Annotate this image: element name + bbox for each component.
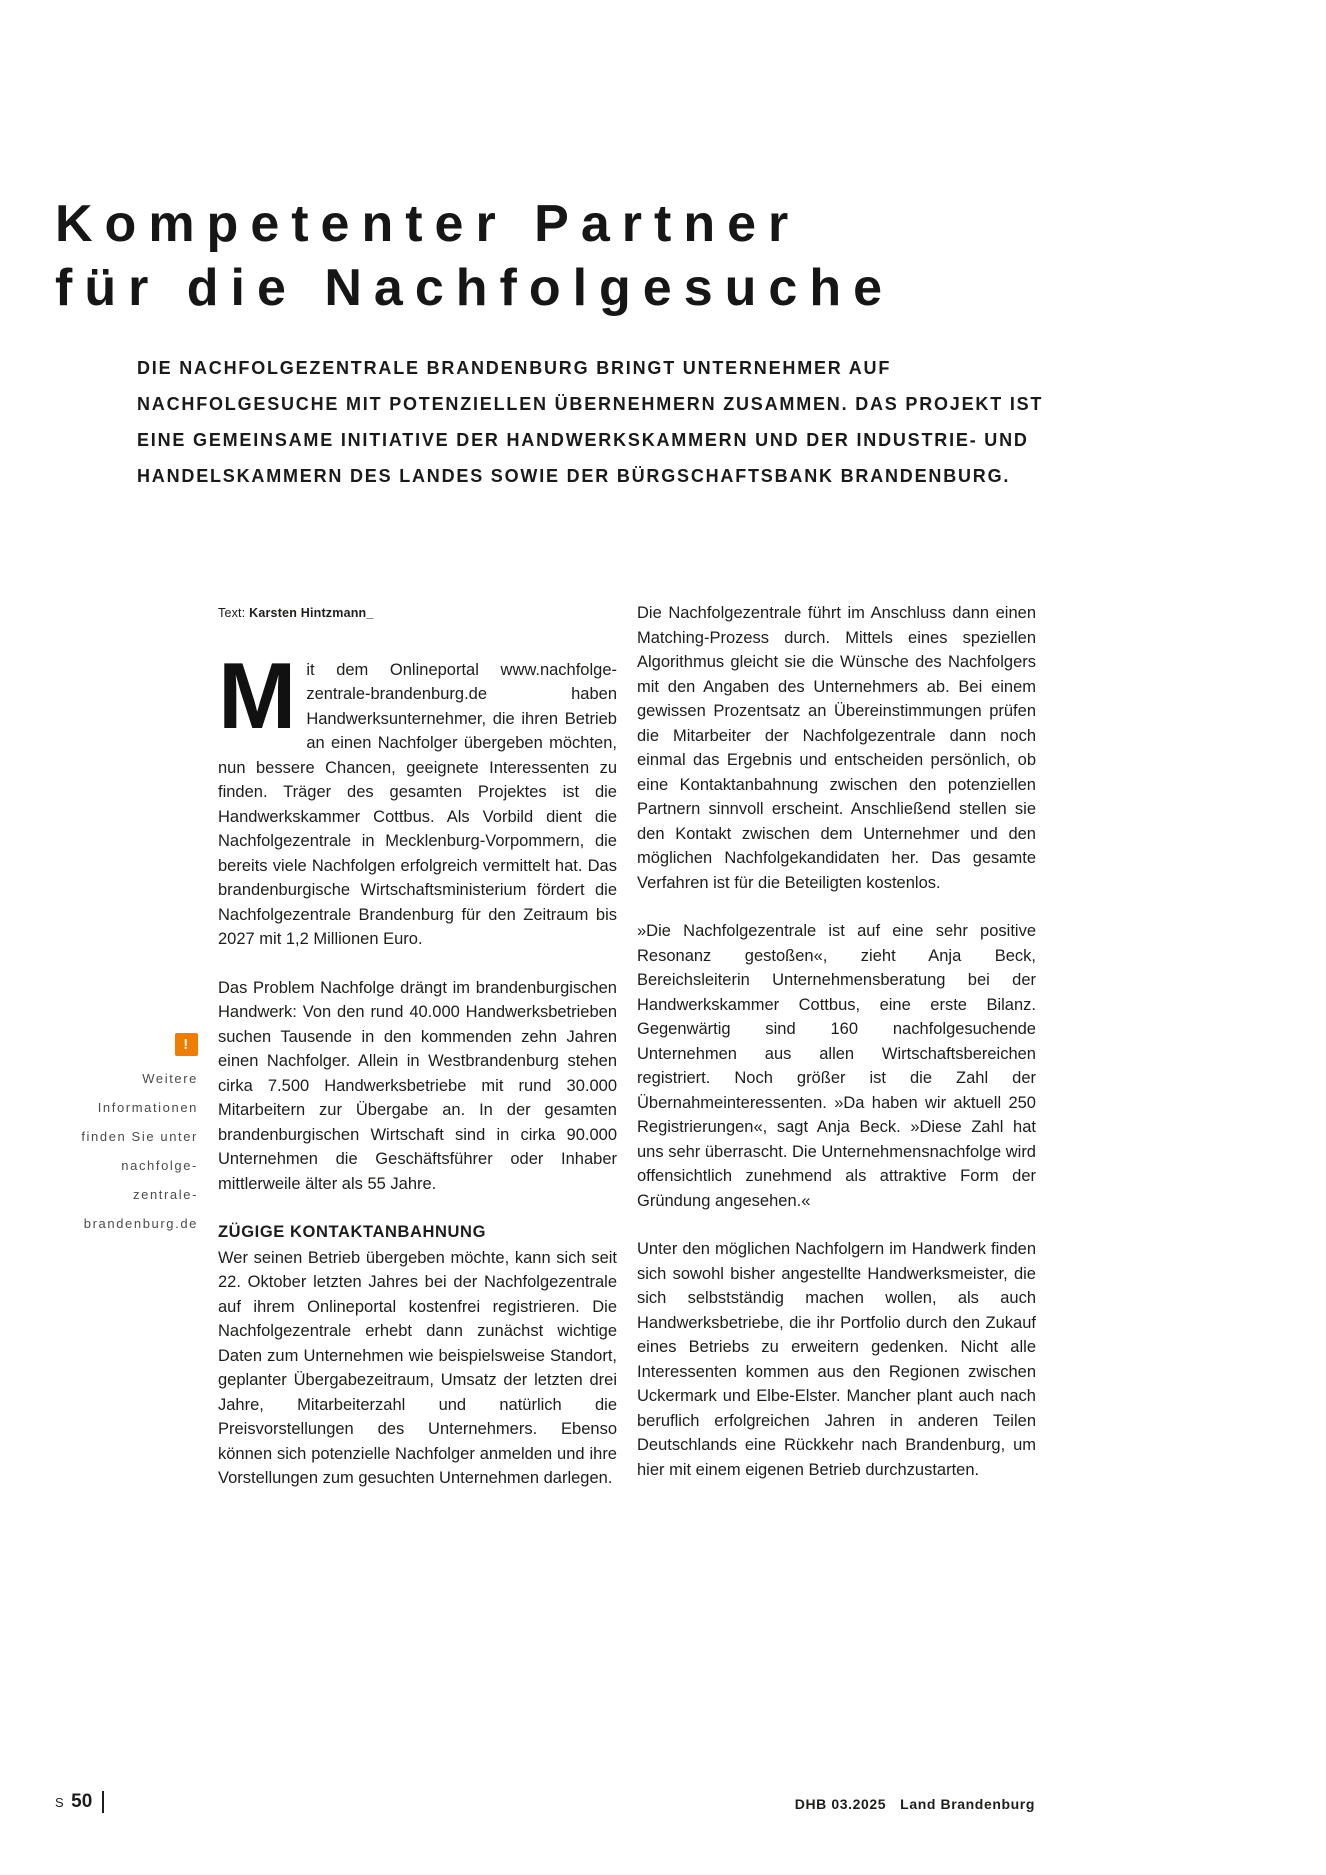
sidebar-url-line: brandenburg.de <box>83 1216 198 1231</box>
section-subhead: ZÜGIGE KONTAKTANBAHNUNG <box>218 1223 487 1241</box>
footer-publication-info <box>795 1796 1035 1812</box>
paragraph-text: it dem Onlineportal www.nachfolge-zentrale-brandenburg.de haben Handwerksunternehmer, die ihren Betrieb an einen Nachfolger übergeben möchten, nun bessere Chancen, geeignete Interessenten zu finden. Träger des gesamten Projektes ist die Handwerkskammer Cottbus. Als Vorbild dient die Nachfolgezentrale in Mecklenburg-Vorpommern, die bereits viele Nachfolgen erfolgreich vermittelt hat. Das brandenburgische Wirtschaftsministerium fördert die Nachfolgezentrale Brandenburg für den Zeitraum bis 2027 mit 1,2 Millionen Euro. <box>218 660 617 948</box>
sidebar-url-line: nachfolge- <box>121 1158 198 1173</box>
sidebar-text-line: Informationen <box>97 1100 198 1115</box>
paragraph: Die Nachfolgezentrale führt im Anschluss dann einen Matching-Prozess durch. Mittels eines speziellen Algorithmus gleicht sie die Wünsche des Nachfolgers mit den Angaben des Unternehmers ab. Bei einem gewissen Prozentsatz an Übereinstimmungen prüfen die Mitarbeiter der Nachfolgezentrale dann noch einmal das Ergebnis und entscheiden persönlich, ob eine Kontaktanbahnung zwischen den potenziellen Partnern sinnvoll erscheint. Anschließend stellen sie den Kontakt zwischen dem Unternehmer und den möglichen Nachfolgekandidaten her. Das gesamte Verfahren ist für die Beteiligten kostenlos. <box>637 604 1036 892</box>
sidebar-text-line: Weitere <box>142 1071 198 1086</box>
footer-issue: DHB 03.2025 <box>794 1796 887 1812</box>
article-column-right <box>637 601 1036 1515</box>
alert-icon: ! <box>175 1033 198 1056</box>
info-sidebar <box>40 1030 198 1238</box>
sidebar-url-line: zentrale- <box>133 1187 198 1202</box>
footer-divider <box>102 1791 104 1813</box>
byline <box>218 601 617 626</box>
article-title-line-1: Kompetenter Partner <box>55 195 801 253</box>
article-lead: DIE NACHFOLGEZENTRALE BRANDENBURG BRINGT UNTERNEHMER AUF NACHFOLGESUCHE MIT POTENZIELLEN ÜBERNEHMERN ZUSAMMEN. DAS PROJEKT IST EINE GEMEINSAME INITIATIVE DER HANDWERKSKAMMERN UND DER INDUSTRIE- UND HANDELSKAMMERN DES LANDES SOWIE DER BÜRGSCHAFTSBANK BRANDENBURG. <box>137 358 1044 486</box>
paragraph: »Die Nachfolgezentrale ist auf eine sehr positive Resonanz gestoßen«, zieht Anja Beck, Bereichsleiterin Unternehmensberatung bei der Handwerkskammer Cottbus, eine erste Bilanz. Gegenwärtig sind 160 nachfolgesuchende Unternehmen aus allen Wirtschaftsbereichen registriert. Noch größer ist die Zahl der Übernahmeinteressenten. »Da haben wir aktuell 250 Registrierungen«, sagt Anja Beck. »Diese Zahl hat uns sehr überrascht. Die Unternehmensnachfolge wird offensichtlich zunehmend als attraktive Form der Gründung angesehen.« <box>637 922 1036 1210</box>
article-title-line-2: für die Nachfolgesuche <box>55 259 894 317</box>
footer-page-indicator <box>55 1791 104 1813</box>
footer-page-number: 50 <box>71 1791 93 1812</box>
article-column-left <box>218 601 617 1515</box>
paragraph: Unter den möglichen Nachfolgern im Handwerk finden sich sowohl bisher angestellte Handwerksmeister, die sich selbstständig machen wollen, als auch Handwerksbetriebe, die ihr Portfolio durch den Zukauf eines Betriebs zu erweitern gedenken. Nicht alle Interessenten kommen aus den Regionen zwischen Uckermark und Elbe-Elster. Mancher plant auch nach beruflich erfolgreichen Jahren in anderen Teilen Deutschlands eine Rückkehr nach Brandenburg, um hier mit einem eigenen Betrieb durchzustarten. <box>637 1240 1036 1479</box>
paragraph: Wer seinen Betrieb übergeben möchte, kann sich seit 22. Oktober letzten Jahres bei der Nachfolgezentrale auf ihrem Onlineportal kostenfrei registrieren. Die Nachfolgezentrale erhebt dann zunächst wichtige Daten zum Unternehmen wie beispielsweise Standort, geplanter Übergabezeitraum, Umsatz der letzten drei Jahre, Mitarbeiterzahl und natürlich die Preisvorstellungen des Unternehmers. Ebenso können sich potenzielle Nachfolger anmelden und ihre Vorstellungen zum gesuchten Unternehmen darlegen. <box>218 1248 617 1487</box>
paragraph <box>218 642 617 952</box>
byline-label: Text: <box>218 606 246 620</box>
sidebar-text-line: finden Sie unter <box>81 1129 198 1144</box>
article-body <box>218 601 1036 1515</box>
byline-author: Karsten Hintzmann_ <box>249 606 374 620</box>
dropcap: M <box>218 642 297 748</box>
footer-section: Land Brandenburg <box>900 1796 1035 1812</box>
footer-page-prefix: S <box>55 1795 65 1810</box>
article-title <box>55 192 894 320</box>
paragraph: Das Problem Nachfolge drängt im brandenburgischen Handwerk: Von den rund 40.000 Handwerksbetrieben suchen Tausende in den kommenden zehn Jahren einen Nachfolger. Allein in Westbrandenburg stehen cirka 7.500 Handwerksbetriebe mit rund 30.000 Mitarbeitern zur Übergabe an. In der gesamten brandenburgischen Wirtschaft sind in cirka 90.000 Unternehmen die Geschäftsführer oder Inhaber mittlerweile älter als 55 Jahre. <box>218 978 617 1193</box>
